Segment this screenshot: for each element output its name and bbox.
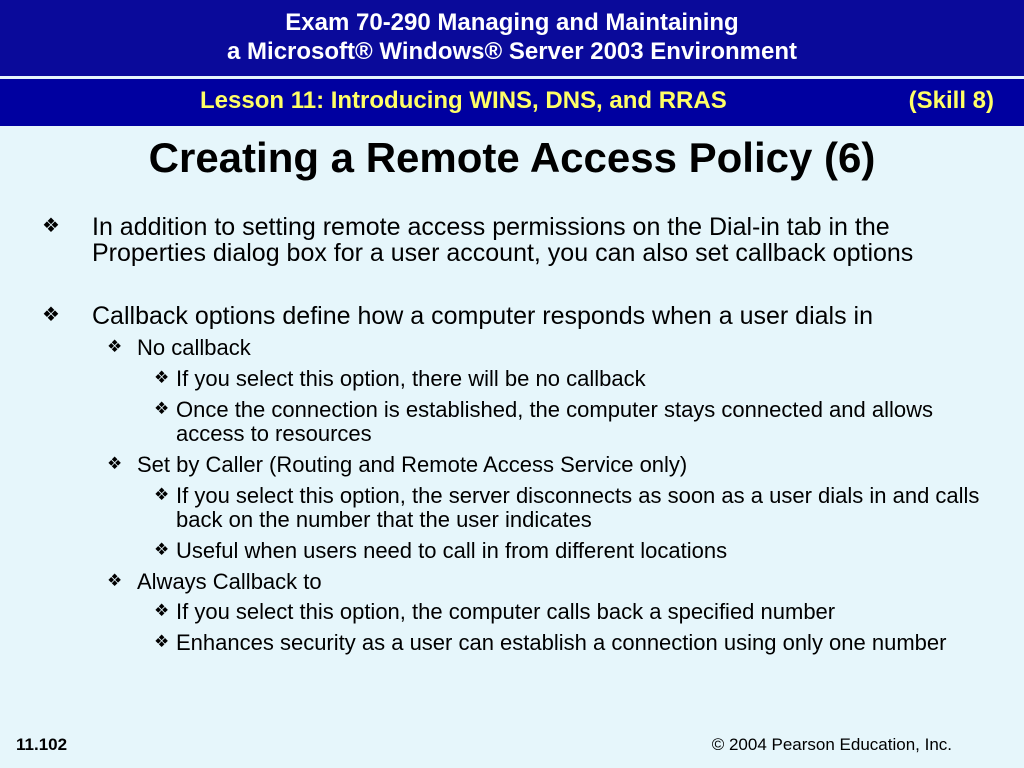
bullet-level2: [107, 335, 987, 360]
slide-title: Creating a Remote Access Policy (6): [148, 134, 876, 181]
course-title-line1: Exam 70-290 Managing and Maintaining: [285, 9, 739, 36]
bullet-level3: [154, 630, 991, 655]
four-diamond-bullet-icon: ❖: [154, 632, 170, 651]
bullet-level2: [107, 452, 987, 477]
four-diamond-bullet-icon: ❖: [107, 454, 123, 473]
bullet-text: Once the connection is established, the computer stays connected and allows access to resources: [176, 397, 940, 446]
slide-number: 11.102: [16, 735, 68, 754]
four-diamond-bullet-icon: ❖: [107, 337, 123, 356]
bullet-text: Always Callback to: [137, 569, 322, 594]
bullet-level3: [154, 397, 991, 446]
bullet-level1: [42, 302, 992, 330]
bullet-text: If you select this option, the server disconnects as soon as a user dials in and calls back on the number that the user indicates: [176, 483, 986, 532]
bullet-text: Useful when users need to call in from different locations: [176, 538, 728, 563]
bullet-text: In addition to setting remote access permissions on the Dial-in tab in the Properties dialog box for a user account, you can also set callback options: [92, 213, 914, 267]
bullet-text: If you select this option, the computer calls back a specified number: [176, 599, 836, 624]
four-diamond-bullet-icon: ❖: [107, 571, 123, 590]
four-diamond-bullet-icon: ❖: [42, 215, 60, 237]
lesson-skill: (Skill 8): [908, 87, 994, 114]
four-diamond-bullet-icon: ❖: [154, 540, 170, 559]
four-diamond-bullet-icon: ❖: [154, 485, 170, 504]
four-diamond-bullet-icon: ❖: [154, 601, 170, 620]
four-diamond-bullet-icon: ❖: [154, 368, 170, 387]
four-diamond-bullet-icon: ❖: [42, 304, 60, 326]
bullet-text: No callback: [137, 335, 251, 360]
lesson-title: Lesson 11: Introducing WINS, DNS, and RRAS: [200, 87, 727, 114]
four-diamond-bullet-icon: ❖: [154, 399, 170, 418]
bullet-level3: [154, 538, 991, 563]
bullet-text: Enhances security as a user can establish a connection using only one number: [176, 630, 947, 655]
bullet-level3: [154, 366, 991, 391]
bullet-text: If you select this option, there will be no callback: [176, 366, 646, 391]
bullet-text: Callback options define how a computer responds when a user dials in: [92, 302, 874, 330]
bullet-level1: [42, 213, 992, 267]
bullet-level3: [154, 599, 991, 624]
bullet-text: Set by Caller (Routing and Remote Access Service only): [137, 452, 688, 477]
bullet-level3: [154, 483, 991, 532]
copyright-notice: © 2004 Pearson Education, Inc.: [711, 735, 952, 754]
bullet-level2: [107, 569, 987, 594]
course-title-line2: a Microsoft® Windows® Server 2003 Environment: [227, 38, 797, 65]
